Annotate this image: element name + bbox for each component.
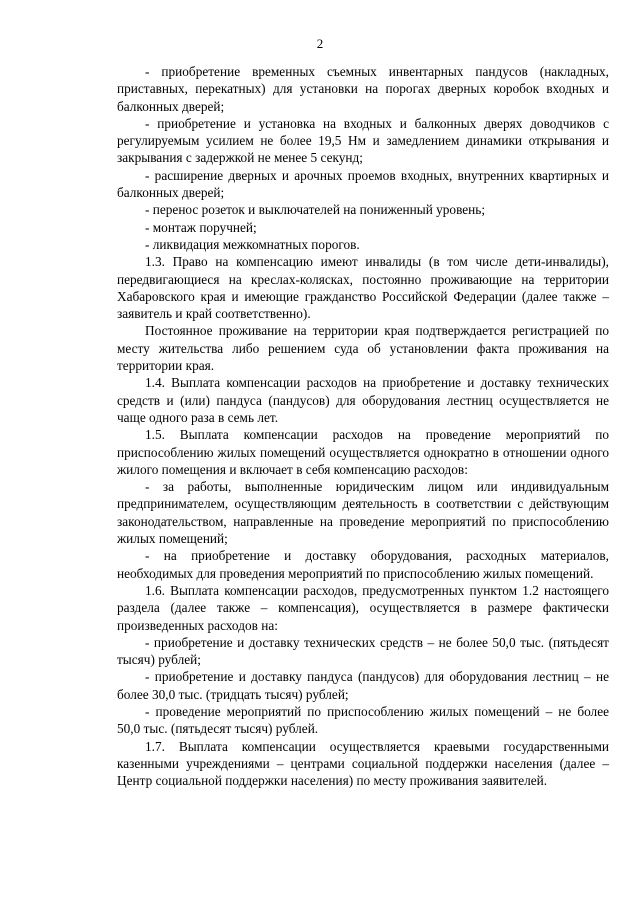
page-number: 2 — [316, 36, 324, 51]
clause-1-6: 1.6. Выплата компенсации расходов, предусмотренных пунктом 1.2 настоящего раздела (далее также – компенсация), осуществляется в размере фактически произведенных расходов на: — [117, 582, 609, 633]
clause-1-3-residence: Постоянное проживание на территории края подтверждается регистрацией по месту жительства либо решением суда об установлении факта проживания на территории края. — [117, 323, 609, 374]
clause-1-4: 1.4. Выплата компенсации расходов на приобретение и доставку технических средств и (или) пандуса (пандусов) для оборудования лестниц осуществляется не чаще одного раза в семь лет. — [117, 375, 609, 425]
list-item-ramp-limit: - приобретение и доставку пандуса (пандусов) для оборудования лестниц – не более 30,0 тыс. (тридцать тысяч) рублей; — [117, 669, 609, 702]
clause-1-5: 1.5. Выплата компенсации расходов на проведение мероприятий по приспособлению жилых помещений осуществляется однократно в отношении одного жилого помещения и включает в себя компенсацию расходов: — [117, 427, 609, 477]
list-item-equipment-materials: - на приобретение и доставку оборудования, расходных материалов, необходимых для проведения мероприятий по приспособлению жилых помещений. — [117, 548, 609, 581]
clause-1-7: 1.7. Выплата компенсации осуществляется краевыми государственными казенными учреждениями – центрами социальной поддержки населения (далее – Центр социальной поддержки населения) по месту проживания заявителей. — [117, 738, 609, 789]
document-body — [117, 63, 609, 789]
list-item-sockets-relocation: - перенос розеток и выключателей на пониженный уровень; — [145, 202, 486, 218]
list-item-threshold-removal: - ликвидация межкомнатных порогов. — [145, 236, 360, 252]
list-item-handrails: - монтаж поручней; — [145, 219, 257, 235]
clause-1-3: 1.3. Право на компенсацию имеют инвалиды (в том числе дети-инвалиды), передвигающиеся на креслах-колясках, постоянно проживающие на территории Хабаровского края и имеющие гражданство Российской Федерации (далее также – заявитель и край соответственно). — [117, 254, 609, 322]
list-item-technical-means-limit: - приобретение и доставку технических средств – не более 50,0 тыс. (пятьдесят тысяч) рублей; — [117, 634, 609, 668]
list-item-removable-ramps: - приобретение временных съемных инвентарных пандусов (накладных, приставных, перекатных) для установки на порогах дверных коробок входных и балконных дверей; — [117, 64, 609, 114]
list-item-door-closers: - приобретение и установка на входных и балконных дверях доводчиков с регулируемым усилием не более 19,5 Нм и замедлением динамики открывания и закрывания с задержкой не менее 5 секунд; — [117, 115, 609, 166]
list-item-doorway-widening: - расширение дверных и арочных проемов входных, внутренних квартирных и балконных дверей; — [117, 167, 609, 201]
list-item-adaptation-limit: - проведение мероприятий по приспособлению жилых помещений – не более 50,0 тыс. (пятьдесят тысяч) рублей. — [117, 703, 609, 737]
list-item-works-by-contractor: - за работы, выполненные юридическим лицом или индивидуальным предпринимателем, осуществляющим деятельность в соответствии с действующим законодательством, направленные на проведение мероприятий по приспособлению жилых помещений; — [117, 479, 609, 547]
